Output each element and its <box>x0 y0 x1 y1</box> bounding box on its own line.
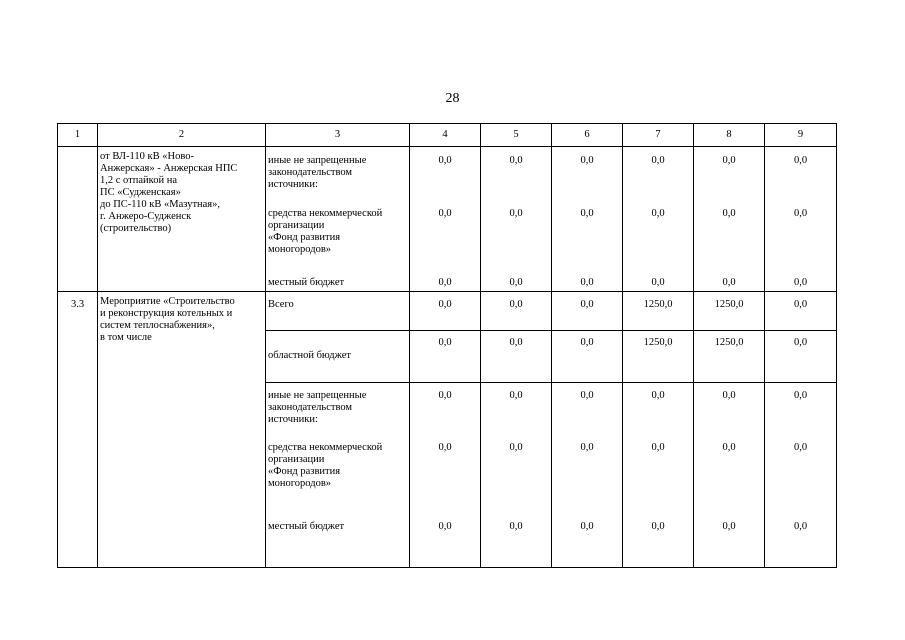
item-number: 3.3 <box>58 292 98 568</box>
value-cell <box>552 147 623 292</box>
item-number <box>58 147 98 292</box>
source-label: Всего <box>268 299 294 310</box>
value: 0,0 <box>509 277 523 288</box>
value: 0,0 <box>438 337 452 348</box>
value: 0,0 <box>509 521 523 532</box>
value-cell <box>481 383 552 568</box>
value: 0,0 <box>722 442 736 453</box>
header-cell: 5 <box>481 124 552 147</box>
value: 0,0 <box>438 155 452 166</box>
value-cell <box>552 331 623 383</box>
value: 0,0 <box>651 155 665 166</box>
value: 0,0 <box>580 390 594 401</box>
value-cell <box>623 292 694 331</box>
source-label: средства некоммерческой организации «Фонд развития моногородов» <box>268 208 383 255</box>
value-cell <box>765 292 837 331</box>
value: 0,0 <box>722 390 736 401</box>
item-description: от ВЛ-110 кВ «Ново- Анжерская» - Анжерская НПС 1,2 с отпайкой на ПС «Судженская» до ПС-110 кВ «Мазутная», г. Анжеро-Судженск (строительство) <box>98 147 266 292</box>
value: 0,0 <box>793 277 808 288</box>
value-cell <box>765 383 837 568</box>
budget-table <box>57 123 837 568</box>
value-cell <box>481 331 552 383</box>
source-label: областной бюджет <box>268 350 351 361</box>
value: 0,0 <box>580 521 594 532</box>
value: 0,0 <box>509 390 523 401</box>
value: 0,0 <box>509 337 523 348</box>
value: 0,0 <box>580 442 594 453</box>
value: 1250,0 <box>714 299 744 310</box>
source-cell <box>266 383 410 568</box>
source-label: средства некоммерческой организации «Фонд развития моногородов» <box>268 442 383 489</box>
value: 0,0 <box>651 390 665 401</box>
header-cell: 6 <box>552 124 623 147</box>
value: 1250,0 <box>643 337 673 348</box>
value-cell <box>623 331 694 383</box>
source-label: местный бюджет <box>268 521 345 532</box>
value: 0,0 <box>509 155 523 166</box>
value: 0,0 <box>580 299 594 310</box>
value: 1250,0 <box>643 299 673 310</box>
source-label: местный бюджет <box>268 277 345 288</box>
value: 0,0 <box>722 521 736 532</box>
value: 0,0 <box>722 208 736 219</box>
source-label: иные не запрещенные законодательством источники: <box>268 390 367 425</box>
table-row <box>58 292 837 331</box>
value-cell <box>410 292 481 331</box>
value: 1250,0 <box>714 337 744 348</box>
value: 0,0 <box>509 208 523 219</box>
value-cell <box>694 331 765 383</box>
value: 0,0 <box>509 442 523 453</box>
value: 0,0 <box>651 521 665 532</box>
value-cell <box>623 147 694 292</box>
value: 0,0 <box>580 277 594 288</box>
value: 0,0 <box>722 277 736 288</box>
value: 0,0 <box>438 390 452 401</box>
header-cell: 3 <box>266 124 410 147</box>
header-cell: 1 <box>58 124 98 147</box>
source-cell <box>266 331 410 383</box>
source-cell <box>266 292 410 331</box>
value: 0,0 <box>793 208 808 219</box>
value-cell <box>694 147 765 292</box>
value: 0,0 <box>580 208 594 219</box>
value: 0,0 <box>651 277 665 288</box>
value-cell <box>765 147 837 292</box>
value: 0,0 <box>793 390 808 401</box>
value-cell <box>410 147 481 292</box>
source-label: иные не запрещенные законодательством источники: <box>268 155 367 190</box>
header-cell: 4 <box>410 124 481 147</box>
value-cell <box>765 331 837 383</box>
value-cell <box>694 292 765 331</box>
header-row <box>58 124 837 147</box>
value: 0,0 <box>580 337 594 348</box>
value-cell <box>552 292 623 331</box>
header-cell: 8 <box>694 124 765 147</box>
value: 0,0 <box>438 299 452 310</box>
value-cell <box>694 383 765 568</box>
value: 0,0 <box>793 442 808 453</box>
value-cell <box>410 331 481 383</box>
header-cell: 7 <box>623 124 694 147</box>
value: 0,0 <box>722 155 736 166</box>
value: 0,0 <box>438 208 452 219</box>
value: 0,0 <box>438 277 452 288</box>
value: 0,0 <box>651 208 665 219</box>
value: 0,0 <box>793 521 808 532</box>
source-cell <box>266 147 410 292</box>
value-cell <box>481 292 552 331</box>
value-cell <box>410 383 481 568</box>
value: 0,0 <box>580 155 594 166</box>
item-description: Мероприятие «Строительство и реконструкция котельных и систем теплоснабжения», в том числе <box>98 292 266 568</box>
page-number: 28 <box>445 91 460 106</box>
value: 0,0 <box>651 442 665 453</box>
value: 0,0 <box>438 442 452 453</box>
header-cell: 9 <box>765 124 837 147</box>
value-cell <box>552 383 623 568</box>
value: 0,0 <box>793 337 808 348</box>
value: 0,0 <box>793 155 808 166</box>
value: 0,0 <box>509 299 523 310</box>
table-row <box>58 147 837 292</box>
value-cell <box>481 147 552 292</box>
value-cell <box>623 383 694 568</box>
value: 0,0 <box>793 299 808 310</box>
header-cell: 2 <box>98 124 266 147</box>
value: 0,0 <box>438 521 452 532</box>
